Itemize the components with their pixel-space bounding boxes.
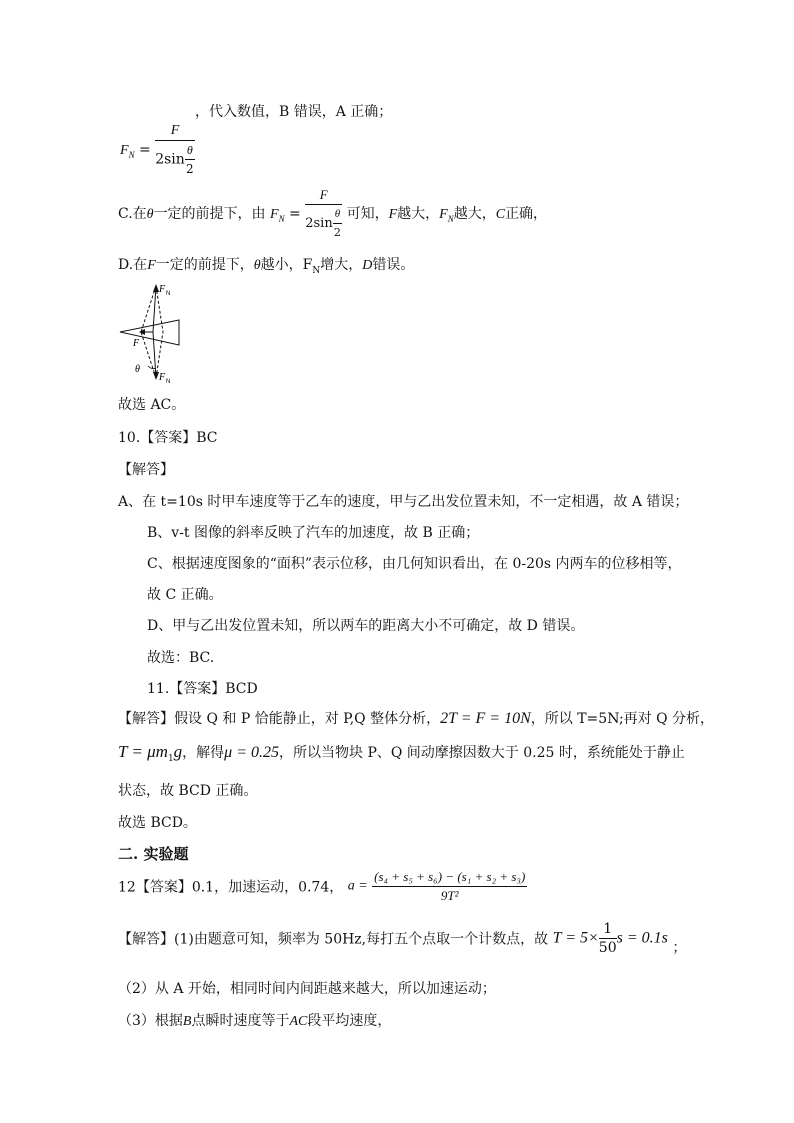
line-17: 故选 BCD。 — [118, 815, 197, 831]
line-1-text: ，代入数值，B 错误，A 正确； — [195, 104, 393, 120]
line-5: 10.【答案】BC — [118, 430, 218, 446]
line-21: （2）从 A 开始，相同时间内间距越来越大，所以加速运动； — [118, 981, 496, 997]
line-20: 【解答】(1)由题意可知，频率为 50Hz,每打五个点取一个计数点，故 T = 5× $\frac{1}{50}$ s = 0.1s ； — [118, 921, 687, 956]
label-fn-top: F — [159, 284, 166, 295]
label-fn-top-sub: N — [166, 291, 171, 297]
line-14: 【解答】假设 Q 和 P 恰能静止，对 P,Q 整体分析，2T = F = 10N，所以 T=5N;再对 Q 分析， — [118, 710, 715, 727]
wedge-force-diagram — [115, 280, 190, 388]
label-f: F — [133, 338, 140, 349]
line-4: 故选 AC。 — [118, 397, 186, 413]
label-fn-bottom-sub: N — [166, 379, 171, 385]
label-theta: θ — [135, 364, 140, 375]
formula-fn: $F_N$ = F 2sin $\frac{\theta}{2}$ — [120, 123, 194, 176]
line-12: 故选：BC. — [147, 650, 215, 666]
line-16: 状态，故 BCD 正确。 — [118, 783, 258, 799]
acceleration-fraction: $\frac{\text{(s₄ + s₅ + s₆) − (s₁ + s₂ + s₃)}}{\text{9T²}}$ — [374, 869, 526, 903]
line-13: 11.【答案】BCD — [147, 681, 258, 697]
label-fn-bottom: F — [159, 372, 166, 383]
section-heading: 二. 实验题 — [118, 845, 189, 863]
line-11: D、甲与乙出发位置未知，所以两车的距离大小不可确定，故 D 错误。 — [147, 618, 585, 634]
line-7: A、在 t=10s 时甲车速度等于乙车的速度，甲与乙出发位置未知，不一定相遇，故 A 错误； — [118, 494, 689, 510]
line-19: 12【答案】0.1，加速运动，0.74， a = $\frac{\text{(s₄ + s₅ + s₆) − (s₁ + s₂ + s₃)}}{\text{9T²}}$ — [118, 869, 526, 903]
line-8: B、v-t 图像的斜率反映了汽车的加速度，故 B 正确； — [147, 525, 480, 541]
line-10: 故 C 正确。 — [147, 587, 223, 603]
line-15: $T = \mu m_1g$，解得μ = 0.25，所以当物块 P、Q 间动摩擦因数大于 0.25 时，系统能处于静止 — [118, 742, 685, 764]
fraction: F 2sin $\frac{\theta}{2}$ — [155, 123, 194, 176]
line-c: C.在θ一定的前提下，由 $F_N$ = F 2sin $\frac{\theta}{2}$ 可知，F越大，$F_N$越大，C正确， — [118, 187, 548, 239]
line-9: C、根据速度图象的“面积”表示位移，由几何知识看出，在 0-20s 内两车的位移相等， — [147, 556, 682, 572]
line-6: 【解答】 — [118, 462, 174, 478]
line-22: （3）根据B点瞬时速度等于AC段平均速度， — [118, 1013, 392, 1029]
line-d: D.在F一定的前提下，θ越小，$F_N$增大，D错误。 — [118, 257, 415, 276]
